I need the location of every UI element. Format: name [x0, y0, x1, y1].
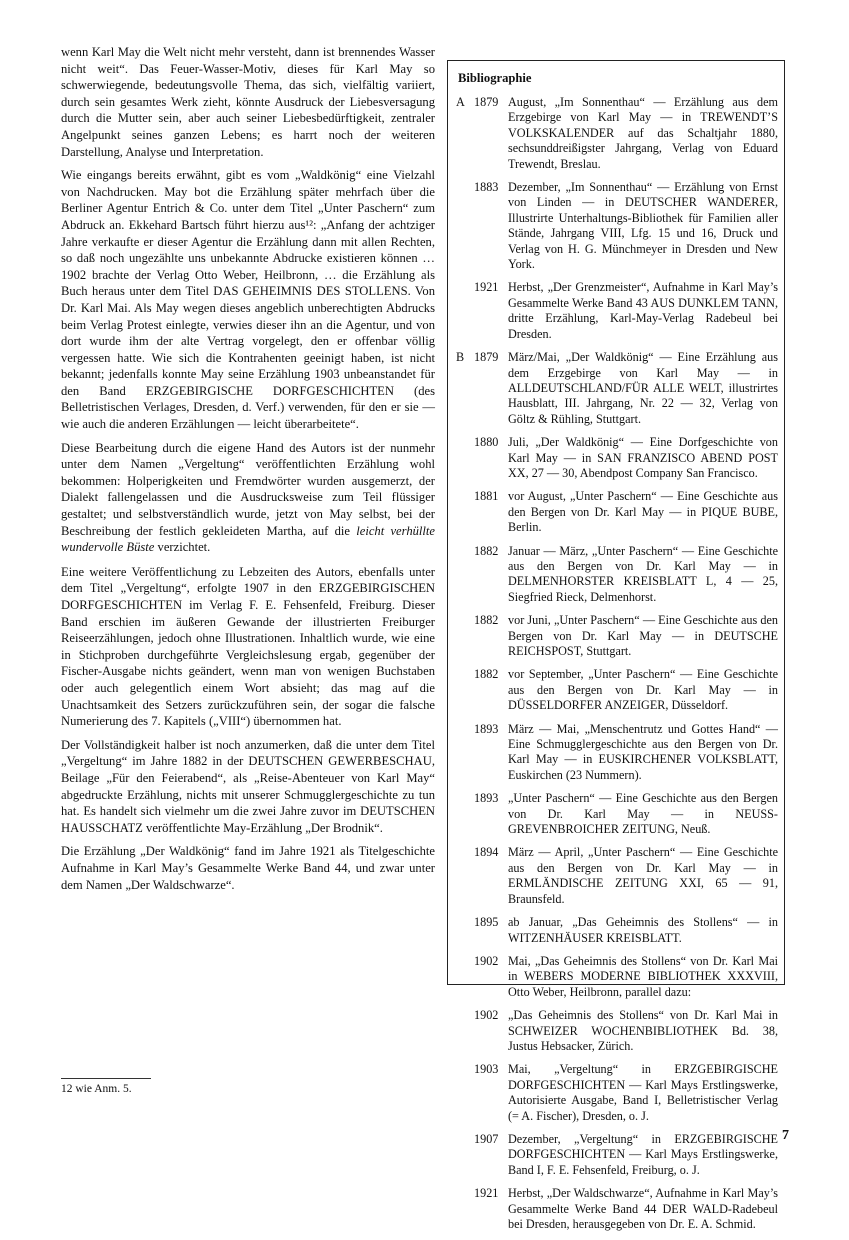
footnote-divider — [61, 1078, 151, 1079]
bibliography-entry — [456, 435, 778, 481]
bibliography-entry — [456, 180, 778, 272]
entry-group — [456, 1186, 474, 1232]
entry-text: August, „Im Sonnenthau“ — Erzählung aus dem Erzgebirge von Karl May — in TREWENDT’S VOLKSKALENDER auf das Schaltjahr 1880, sechsunddreißigster Jahrgang, Verlag von Eduard Trewendt, Breslau. — [508, 95, 778, 171]
entry-group — [456, 489, 474, 535]
entry-text: Mai, „Vergeltung“ in ERZGEBIRGISCHE DORFGESCHICHTEN — Karl Mays Erstlingswerke, Autorisierte Ausgabe, Band I, Belletristischer Verlag (= A. Fischer), Dresden, o. J. — [508, 1062, 778, 1123]
paragraph: Die Erzählung „Der Waldkönig“ fand im Jahre 1921 als Titelgeschichte Aufnahme in Karl May’s Gesammelte Werke Band 44, und zwar unter dem Namen „Der Waldschwarze“. — [61, 844, 435, 892]
bibliography-entry — [456, 1186, 778, 1232]
entry-group: B — [456, 350, 465, 365]
bibliography-entry — [456, 280, 778, 342]
main-text-column — [61, 44, 435, 900]
entry-group — [456, 435, 474, 481]
bibliography-entry — [456, 954, 778, 1000]
entry-group — [456, 1008, 474, 1054]
bibliography-entry — [456, 722, 778, 784]
entry-year: 1879 — [474, 95, 499, 109]
bibliography-entry — [456, 350, 778, 427]
entry-group — [456, 280, 474, 342]
entry-year: 1879 — [474, 350, 499, 365]
entry-text: Herbst, „Der Grenzmeister“, Aufnahme in Karl May’s Gesammelte Werke Band 43 AUS DUNKLEM TANN, dritte Erzählung, Karl-May-Verlag Radebeul bei Dresden. — [508, 280, 778, 341]
entry-group — [456, 613, 474, 659]
entry-year: 1903 — [474, 1062, 499, 1077]
entry-group — [456, 722, 474, 784]
entry-year: 1902 — [474, 1008, 499, 1023]
entry-group — [456, 667, 474, 713]
paragraph-tail: verzichtet. — [154, 540, 211, 555]
bibliography-entry — [456, 489, 778, 535]
bibliography-box — [447, 60, 785, 1231]
bibliography-title: Bibliographie — [458, 71, 532, 85]
footnote: 12 wie Anm. 5. — [61, 1083, 132, 1095]
paragraph: Eine weitere Veröffentlichung zu Lebzeiten des Autors, ebenfalls unter dem Titel „Vergeltung“, erfolgte 1907 in den ERZGEBIRGISCHEN DORFGESCHICHTEN im Verlag F. E. Fehsenfeld, Freiburg. Dieser Band erschien im äußeren Gewande der illustrierten Freiburger Reiseerzählungen, jedoch ohne Illustrationen. Inhaltlich wurde, wie eine in Stichproben durchgeführte Vergleichslesung ergab, gegenüber der Fischer-Ausgabe nichts geändert, wenn man von wenigen Buchstaben oder auch gelegentlich einem Wort absieht; das mag auf die Unachtsamkeit des Setzers zurückzuführen sein, der sogar die falsche Numerierung des 7. Kapitels („VIII“) übernommen hat. — [61, 564, 435, 729]
entry-year: 1907 — [474, 1131, 499, 1146]
entry-text: Dezember, „Vergeltung“ in ERZGEBIRGISCHE DORFGESCHICHTEN — Karl Mays Erstlingswerke, Band I, F. E. Fehsenfeld, Freiburg, o. J. — [508, 1131, 778, 1177]
entry-group — [456, 1132, 474, 1178]
bibliography-entry — [456, 613, 778, 659]
bibliography-entry — [456, 791, 778, 837]
paragraph: wenn Karl May die Welt nicht mehr versteht, dann ist brennendes Wasser nicht weit“. Das Feuer-Wasser-Motiv, dieses für Karl May so schwerwiegende, bedeutungsvolle Thema, das sich, vielfältig variiert, durch sein gesamtes Werk zieht, könnte Ausdruck der Liebesversagung durch die Mutter sein, aber auch seiner Liebesbedürftigkeit, zentraler Angelpunkt seines ganzen Lebens; es harrt noch der weiteren Darstellung, Analyse und Interpretation. — [61, 45, 435, 159]
entry-group — [456, 954, 474, 1000]
entry-year: 1894 — [474, 845, 499, 860]
entry-year: 1882 — [474, 543, 499, 558]
paragraph: Wie eingangs bereits erwähnt, gibt es vom „Waldkönig“ eine Vielzahl von Nachdrucken. May bot die Erzählung später mehrfach über die Berliner Agentur Entrich & Co. unter dem Titel „Unter Paschern“ zum Abdruck an. Ekkehard Bartsch führt hierzu aus¹²: „Anfang der achtziger Jahre verkaufte er dieser Agentur die Erzählung dann mit allen Rechten, so daß noch ungezählte uns unbekannte Abdrucke existieren können … 1902 brachte der Verlag Otto Weber, Heilbronn, … die Erzählung als Buch heraus unter dem Titel DAS GEHEIMNIS DES STOLLENS. Von Dr. Karl Mai. Als May wegen dieses angeblich unberechtigten Abdrucks beim Verlag Protest einlegte, verwies dieser ihn an die Agentur, und von dort wurde ihm der alte Vertrag vorgelegt, den er offenbar völlig vergessen hatte. Wie sich die Kontrahenten geeinigt haben, ist nicht bekannt; jedenfalls konnte May seine Erzählung 1903 unbeanstandet für den Band ERZGEBIRGISCHE DORFGESCHICHTEN (des Belletristischen Verlages, Dresden, d. Verf.) verwenden, für den er sie — wie auch die anderen Erzählungen — leicht überarbeitete“. — [61, 168, 435, 432]
italic-phrase: leicht verhüllte wundervolle Büste — [61, 523, 435, 555]
bibliography-entry — [456, 1132, 778, 1178]
bibliography-list — [456, 95, 778, 1240]
entry-text: März/Mai, „Der Waldkönig“ — Eine Erzählung aus dem Erzgebirge von Karl May — in ALLDEUTSCHLAND/FÜR ALLE WELT, illustrirtes Hausblatt, III. Jahrgang, Nr. 22 — 32, Verlag von Göltz & Rühling, Stuttgart. — [508, 350, 778, 426]
entry-text: März — Mai, „Menschentrutz und Gottes Hand“ — Eine Schmugglergeschichte aus den Bergen von Dr. Karl May — in EUSKIRCHENER VOLKSBLATT, Euskirchen (23 Nummern). — [508, 721, 778, 782]
paragraph-text: Diese Bearbeitung durch die eigene Hand des Autors ist der nunmehr unter dem Namen „Vergeltung“ veröffentlichten Erzählung wohl bekommen: Holperigkeiten und Fremdwörter wurden ausgemerzt, der Dialekt fallengelassen und die Ausdrucksweise zum Teil flüssiger gestaltet; und selbstverständlich wurde, jetzt von May selbst, bei der Beschreibung der festlich gekleideten Martha, auf die — [61, 440, 435, 538]
entry-group — [456, 180, 474, 272]
entry-text: Mai, „Das Geheimnis des Stollens“ von Dr. Karl Mai in WEBERS MODERNE BIBLIOTHEK XXXVIII, Otto Weber, Heilbronn, parallel dazu: — [508, 953, 778, 999]
entry-text: Dezember, „Im Sonnenthau“ — Erzählung von Ernst von Linden — in DEUTSCHER WANDERER, Illustrirte Unterhaltungs-Bibliothek für Familien aller Stände, Jahrgang VIII, Lfg. 15 und 16, Druck und Verlag von H. G. Münchmeyer in Dresden und New York. — [508, 180, 778, 272]
entry-text: „Das Geheimnis des Stollens“ von Dr. Karl Mai in SCHWEIZER WOCHENBIBLIOTHEK Bd. 38, Justus Hebsacker, Zürich. — [508, 1008, 778, 1053]
entry-text: März — April, „Unter Paschern“ — Eine Geschichte aus den Bergen von Dr. Karl May — in ERMLÄNDISCHE ZEITUNG XXI, 65 — 91, Braunsfeld. — [508, 845, 778, 906]
entry-text: vor Juni, „Unter Paschern“ — Eine Geschichte aus den Bergen von Dr. Karl May — in DEUTSCHE REICHSPOST, Stuttgart. — [508, 613, 778, 658]
entry-year: 1883 — [474, 180, 499, 195]
paragraph: Der Vollständigkeit halber ist noch anzumerken, daß die unter dem Titel „Vergeltung“ im Jahre 1882 in der DEUTSCHEN GEWERBESCHAU, Beilage „Für den Feierabend“, als „Reise-Abenteuer von Karl May“ abgedruckte Erzählung, nichts mit unserer Schmugglergeschichte zu tun hat. Es handelt sich vielmehr um die zwei Jahre zuvor im DEUTSCHEN HAUSSCHATZ veröffentlichte May-Erzählung „Der Brodnik“. — [61, 737, 435, 835]
entry-year: 1881 — [474, 489, 499, 504]
bibliography-entry — [456, 845, 778, 907]
bibliography-entry — [456, 1008, 778, 1054]
entry-year: 1895 — [474, 915, 499, 930]
entry-year: 1882 — [474, 667, 499, 682]
entry-year: 1893 — [474, 791, 499, 806]
entry-text: Juli, „Der Waldkönig“ — Eine Dorfgeschichte von Karl May — in SAN FRANZISCO ABEND POST XX, 27 — 30, Abendpost Company San Francisco. — [508, 435, 778, 480]
bibliography-entry — [456, 544, 778, 606]
entry-group — [456, 1062, 474, 1124]
paragraph — [61, 440, 435, 556]
entry-group — [456, 544, 474, 606]
entry-text: Herbst, „Der Waldschwarze“, Aufnahme in Karl May’s Gesammelte Werke Band 44 DER WALD-Radebeul bei Dresden, herausgegeben von Dr. E. A. Schmid. — [508, 1186, 778, 1231]
entry-text: vor September, „Unter Paschern“ — Eine Geschichte aus den Bergen von Dr. Karl May — in DÜSSELDORFER ANZEIGER, Düsseldorf. — [508, 667, 778, 713]
entry-year: 1882 — [474, 613, 499, 628]
entry-text: vor August, „Unter Paschern“ — Eine Geschichte aus den Bergen von Dr. Karl May — in PIQUE BUBE, Berlin. — [508, 489, 778, 535]
entry-text: „Unter Paschern“ — Eine Geschichte aus den Bergen von Dr. Karl May — in NEUSS-GREVENBROICHER ZEITUNG, Neuß. — [508, 791, 778, 837]
bibliography-entry — [456, 667, 778, 713]
page-number: 7 — [782, 1128, 789, 1143]
entry-group — [456, 845, 474, 907]
bibliography-entry — [456, 915, 778, 946]
entry-text: ab Januar, „Das Geheimnis des Stollens“ — in WITZENHÄUSER KREISBLATT. — [508, 915, 778, 945]
entry-year: 1893 — [474, 721, 499, 736]
entry-group — [456, 915, 474, 946]
bibliography-entry — [456, 1062, 778, 1124]
entry-year: 1921 — [474, 1186, 499, 1201]
entry-text: Januar — März, „Unter Paschern“ — Eine Geschichte aus den Bergen von Dr. Karl May — in DELMENHORSTER KREISBLATT L, 4 — 25, Siegfried Rieck, Delmenhorst. — [508, 543, 778, 604]
entry-year: 1880 — [474, 435, 499, 450]
bibliography-entry — [456, 95, 778, 172]
entry-group — [456, 791, 474, 837]
entry-year: 1921 — [474, 280, 499, 295]
entry-year: 1902 — [474, 953, 499, 968]
entry-group: A — [456, 95, 465, 109]
